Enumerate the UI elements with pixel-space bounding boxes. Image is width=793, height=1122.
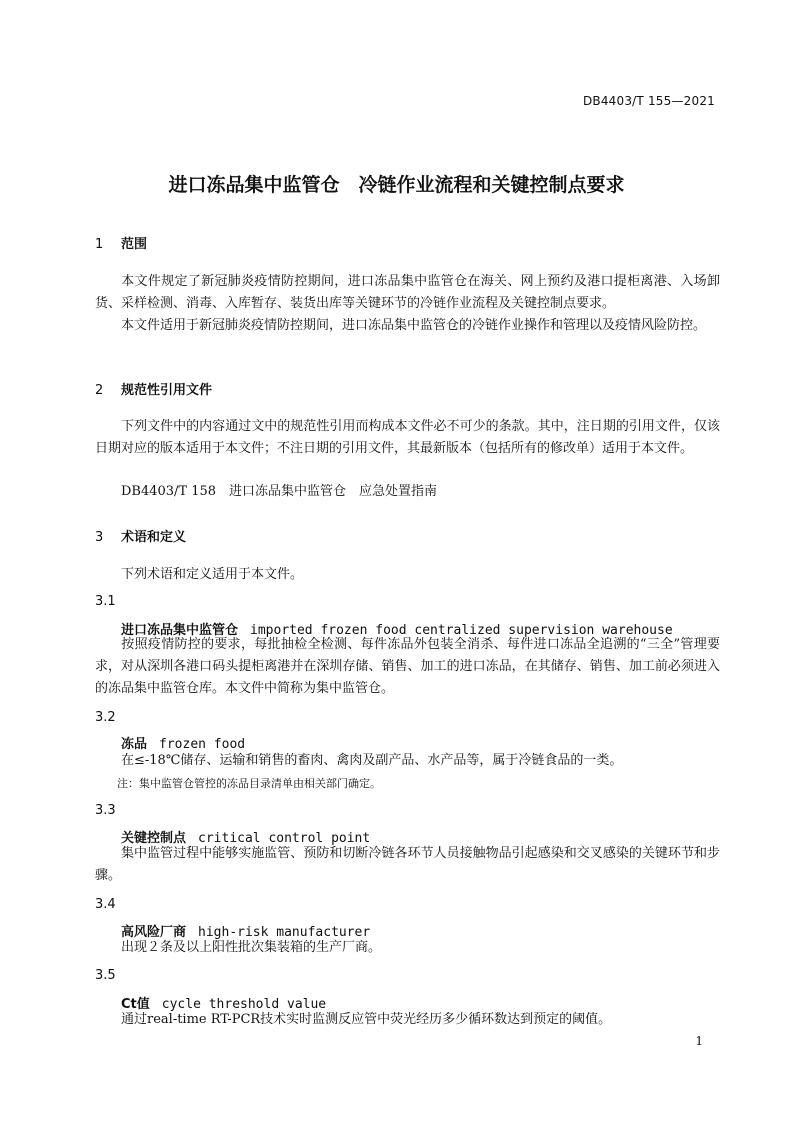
term-heading: 冻品 frozen food [121, 737, 246, 752]
term-definition: 出现２条及以上阳性批次集装箱的生产厂商。 [121, 940, 382, 955]
normative-reference: DB4403/T 158 进口冻品集中监管仓 应急处置指南 [121, 484, 438, 499]
document-title: 进口冻品集中监管仓 冷链作业流程和关键控制点要求 [168, 174, 625, 196]
document-id: DB4403/T 155—2021 [582, 94, 715, 108]
section-title: 术语和定义 [121, 530, 187, 545]
term-number: 3.3 [95, 803, 116, 818]
section-title: 范围 [121, 237, 148, 252]
term-number: 3.4 [95, 897, 116, 912]
section-number: 1 [95, 237, 104, 252]
term-number: 3.1 [95, 594, 116, 609]
section-1-heading [95, 233, 147, 252]
section-2-heading [95, 379, 212, 398]
term-definition: 通过real-time RT-PCR技术实时监测反应管中荧光经历多少循环数达到预定的阈值。 [121, 1012, 612, 1027]
section-title: 规范性引用文件 [121, 383, 213, 398]
paragraph: 下列术语和定义适用于本文件。 [121, 567, 304, 582]
section-number: 2 [95, 383, 104, 398]
term-definition: 在≤-18℃储存、运输和销售的畜肉、禽肉及副产品、水产品等，属于冷链食品的一类。 [121, 753, 623, 768]
paragraph: 本文件适用于新冠肺炎疫情防控期间，进口冻品集中监管仓的冷链作业操作和管理以及疫情风险防控。 [121, 318, 707, 333]
term-number: 3.2 [95, 710, 116, 725]
section-number: 3 [95, 530, 104, 545]
term-heading: 关键控制点 critical control point [121, 831, 371, 846]
term-note: 注：集中监管仓管控的冻品目录清单由相关部门确定。 [117, 777, 381, 790]
term-heading: Ct值 cycle threshold value [121, 997, 327, 1012]
term-heading: 高风险厂商 high-risk manufacturer [121, 925, 371, 940]
paragraph: 下列文件中的内容通过文中的规范性引用而构成本文件必不可少的条款。其中，注日期的引用文件，仅该日期对应的版本适用于本文件；不注日期的引用文件，其最新版本（包括所有的修改单）适用于本文件。 [95, 419, 720, 456]
page-number: 1 [695, 1034, 703, 1048]
paragraph: 本文件规定了新冠肺炎疫情防控期间，进口冻品集中监管仓在海关、网上预约及港口提柜离港、入场卸货、采样检测、消毒、入库暂存、装货出库等关键环节的冷链作业流程及关键控制点要求。 [95, 274, 720, 311]
term-heading: 进口冻品集中监管仓 imported frozen food centralized supervision warehouse [121, 623, 673, 638]
term-definition: 集中监管过程中能够实施监管、预防和切断冷链各环节人员接触物品引起感染和交叉感染的关键环节和步骤。 [95, 846, 720, 883]
section-3-heading [95, 526, 186, 545]
term-number: 3.5 [95, 968, 116, 983]
term-definition: 按照疫情防控的要求，每批抽检全检测、每件冻品外包装全消杀、每件进口冻品全追溯的“三全”管理要求，对从深圳各港口码头提柜离港并在深圳存储、销售、加工的进口冻品，在其储存、销售、加工前必须进入的冻品集中监管仓库。本文件中简称为集中监管仓。 [95, 637, 720, 696]
